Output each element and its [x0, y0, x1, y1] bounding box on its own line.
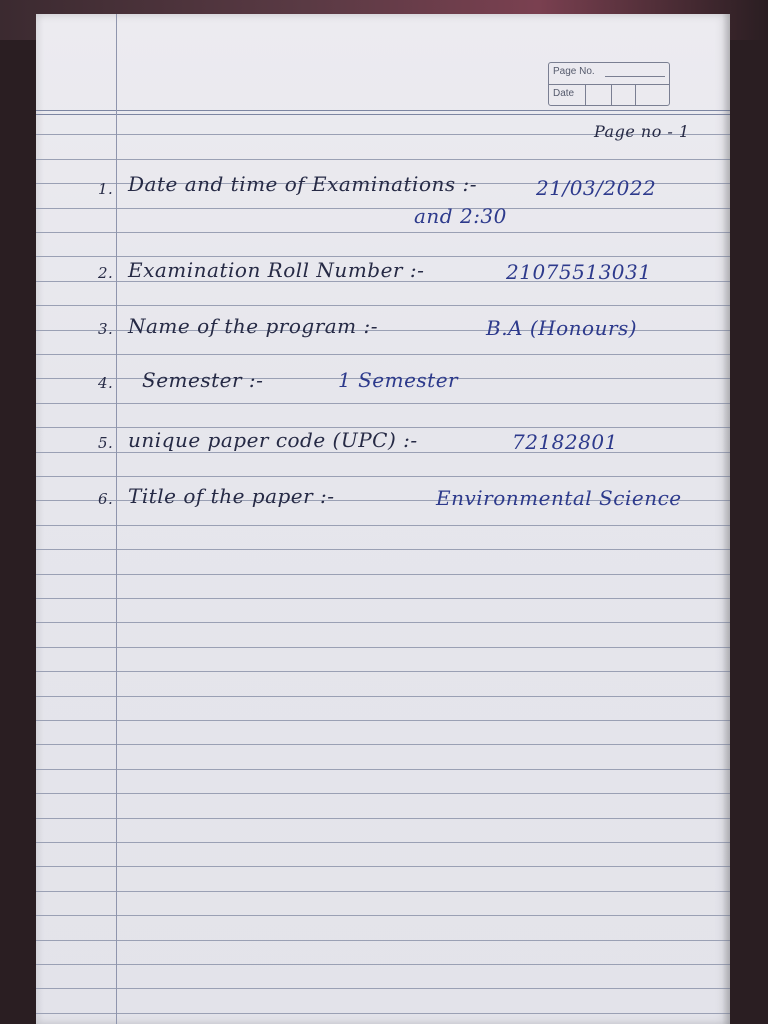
- ruled-line: [36, 696, 730, 697]
- ruled-line: [36, 208, 730, 209]
- ruled-line: [36, 769, 730, 770]
- ruled-line: [36, 793, 730, 794]
- ruled-line: [36, 744, 730, 745]
- ruled-line: [36, 574, 730, 575]
- margin-line: [116, 14, 117, 1024]
- ruled-line: [36, 403, 730, 404]
- date-cell-divider: [611, 84, 612, 105]
- ruled-line: [36, 866, 730, 867]
- item-label: Name of the program :-: [128, 314, 379, 338]
- ruled-line: [36, 964, 730, 965]
- date-label: Date: [553, 88, 575, 99]
- item-value-continued: and 2:30: [414, 204, 507, 228]
- page-edge-shadow: [722, 14, 730, 1024]
- item-value: 1 Semester: [338, 368, 459, 392]
- ruled-line: [36, 1013, 730, 1014]
- ruled-line: [36, 842, 730, 843]
- ruled-line: [36, 891, 730, 892]
- item-value: 21075513031: [506, 260, 652, 284]
- date-cell-divider: [635, 84, 636, 105]
- ruled-line: [36, 647, 730, 648]
- ruled-line: [36, 671, 730, 672]
- ruled-line: [36, 110, 730, 111]
- item-number: 6.: [98, 490, 114, 508]
- ruled-line: [36, 598, 730, 599]
- item-label: Date and time of Examinations :-: [128, 172, 477, 196]
- ruled-line: [36, 940, 730, 941]
- ruled-line: [36, 476, 730, 477]
- item-value: 72182801: [512, 430, 618, 454]
- item-label: Examination Roll Number :-: [128, 258, 425, 282]
- ruled-line: [36, 452, 730, 453]
- ruled-line: [36, 114, 730, 115]
- ruled-line: [36, 988, 730, 989]
- item-number: 5.: [98, 434, 114, 452]
- ruled-line: [36, 305, 730, 306]
- item-value: B.A (Honours): [486, 316, 638, 340]
- page-date-box: [548, 62, 670, 106]
- ruled-line: [36, 354, 730, 355]
- page-no-label: Page No.: [553, 66, 595, 77]
- ruled-line: [36, 818, 730, 819]
- ruled-line: [36, 256, 730, 257]
- ruled-line: [36, 525, 730, 526]
- item-number: 2.: [98, 264, 114, 282]
- page-no-blank: [605, 76, 665, 77]
- date-cell-divider: [585, 84, 586, 105]
- item-value: 21/03/2022: [536, 176, 657, 200]
- page-marker: Page no - 1: [594, 122, 690, 141]
- item-number: 1.: [98, 180, 114, 198]
- item-label: Title of the paper :-: [128, 484, 335, 508]
- item-value: Environmental Science: [436, 486, 682, 510]
- item-number: 4.: [98, 374, 114, 392]
- ruled-line: [36, 622, 730, 623]
- item-label: Semester :-: [142, 368, 264, 392]
- ruled-line: [36, 549, 730, 550]
- notebook-page: [36, 14, 730, 1024]
- ruled-line: [36, 720, 730, 721]
- ruled-line: [36, 915, 730, 916]
- box-divider: [549, 84, 669, 85]
- item-label: unique paper code (UPC) :-: [128, 428, 418, 452]
- item-number: 3.: [98, 320, 114, 338]
- ruled-line: [36, 232, 730, 233]
- ruled-line: [36, 159, 730, 160]
